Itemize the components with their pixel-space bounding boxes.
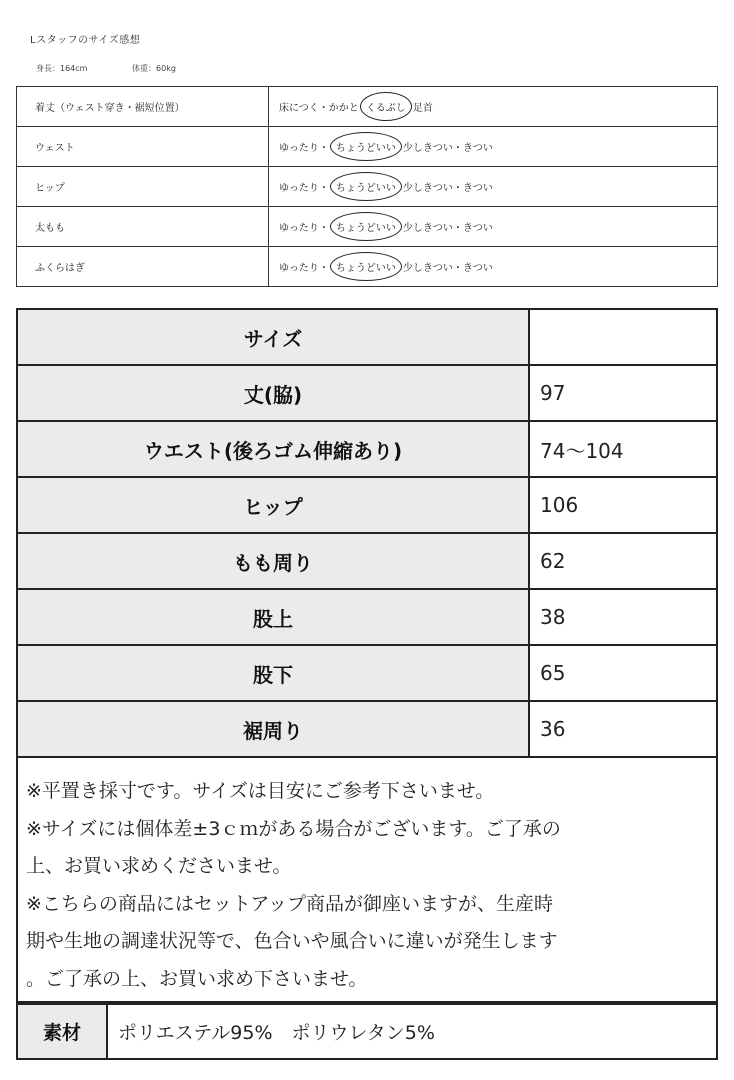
- fit-row-options: [269, 167, 718, 207]
- size-row-value: 36: [529, 701, 717, 757]
- fit-option-selected: ちょうどいい: [330, 252, 402, 281]
- fit-row-calf: [17, 247, 718, 287]
- size-row-value: 65: [529, 645, 717, 701]
- fit-option: 少しきつい・きつい: [402, 223, 493, 234]
- size-row-value: 38: [529, 589, 717, 645]
- size-row-value: 62: [529, 533, 717, 589]
- size-row-label: もも周り: [17, 533, 529, 589]
- note-line: ※サイズには個体差±3ｃｍがある場合がございます。ご了承の: [26, 817, 561, 840]
- material-value: ポリエステル95% ポリウレタン5%: [118, 1022, 435, 1044]
- size-row-label: 裾周り: [17, 701, 529, 757]
- notes-box: [16, 757, 718, 1003]
- fit-option-selected: ちょうどいい: [330, 212, 402, 241]
- fit-row-options: [269, 127, 718, 167]
- staff-impression-title: Lスタッフのサイズ感想: [30, 35, 141, 46]
- size-row-label: 丈(脇): [17, 365, 529, 421]
- fit-row-hip: [17, 167, 718, 207]
- fit-option: ゆったり・: [279, 263, 329, 274]
- fit-option: 少しきつい・きつい: [402, 143, 493, 154]
- fit-option: 少しきつい・きつい: [402, 263, 493, 274]
- size-row-label: ウエスト(後ろゴム伸縮あり): [17, 421, 529, 477]
- fit-option: 少しきつい・きつい: [402, 183, 493, 194]
- size-row-label: ヒップ: [17, 477, 529, 533]
- fit-impression-table: [16, 86, 718, 287]
- size-row-waist: [17, 421, 717, 477]
- fit-option-selected: くるぶし: [360, 92, 412, 121]
- size-row-rise: [17, 589, 717, 645]
- size-row-header: [17, 309, 717, 365]
- fit-option-selected: ちょうどいい: [330, 132, 402, 161]
- size-row-value: 97: [529, 365, 717, 421]
- fit-option-selected: ちょうどいい: [330, 172, 402, 201]
- fit-row-label: ヒップ: [17, 167, 269, 207]
- note-line: 。ご了承の上、お買い求め下さいませ。: [26, 967, 368, 990]
- staff-body-measurements: [36, 63, 218, 74]
- size-chart-table: [16, 308, 718, 758]
- fit-row-label: 着丈（ウェスト穿き・裾短位置）: [17, 87, 269, 127]
- note-line: ※こちらの商品にはセットアップ商品が御座いますが、生産時: [26, 892, 554, 915]
- fit-option: 床につく・かかと: [279, 103, 359, 114]
- material-row: [16, 1003, 718, 1060]
- fit-row-waist: [17, 127, 718, 167]
- note-line: 上、お買い求めくださいませ。: [26, 855, 292, 877]
- fit-option: ゆったり・: [279, 143, 329, 154]
- size-row-hip: [17, 477, 717, 533]
- size-row-thigh: [17, 533, 717, 589]
- fit-row-options: [269, 87, 718, 127]
- fit-row-options: [269, 247, 718, 287]
- size-row-length: [17, 365, 717, 421]
- fit-row-label: ウェスト: [17, 127, 269, 167]
- size-row-label: 股上: [17, 589, 529, 645]
- fit-option: 足首: [412, 103, 433, 114]
- note-line: ※平置き採寸です。サイズは目安にご参考下さいませ。: [26, 780, 495, 802]
- fit-row-thigh: [17, 207, 718, 247]
- material-label: 素材: [18, 1005, 108, 1058]
- size-row-label: サイズ: [17, 309, 529, 365]
- size-row-value: [529, 309, 717, 365]
- staff-height: 身長：164cm: [36, 64, 88, 73]
- size-row-value: 106: [529, 477, 717, 533]
- fit-option: ゆったり・: [279, 223, 329, 234]
- fit-row-length: [17, 87, 718, 127]
- fit-row-label: ふくらはぎ: [17, 247, 269, 287]
- size-row-label: 股下: [17, 645, 529, 701]
- fit-option: ゆったり・: [279, 183, 329, 194]
- fit-row-label: 太もも: [17, 207, 269, 247]
- size-row-value: 74〜104: [529, 421, 717, 477]
- size-row-hem: [17, 701, 717, 757]
- fit-row-options: [269, 207, 718, 247]
- staff-weight: 体重：60kg: [132, 64, 176, 73]
- note-line: 期や生地の調達状況等で、色合いや風合いに違いが発生します: [26, 930, 558, 952]
- size-row-inseam: [17, 645, 717, 701]
